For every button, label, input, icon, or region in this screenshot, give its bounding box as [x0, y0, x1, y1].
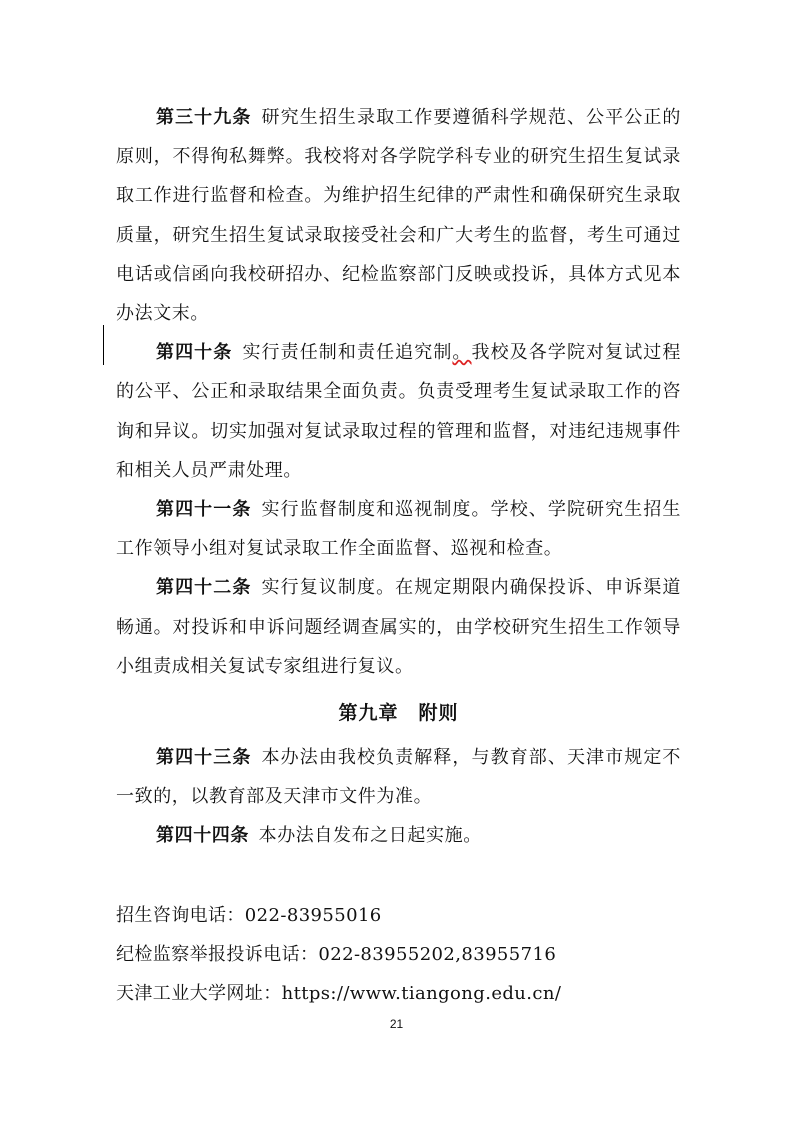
article-text: 本办法由我校负责解释，与教育部、天津市规定不一致的，以教育部及天津市文件为准。: [116, 747, 682, 808]
page-number: 21: [389, 1017, 404, 1031]
article-number: 第四十条: [156, 342, 233, 364]
article-39: [116, 98, 681, 333]
admission-phone: 招生咨询电话：022-83955016: [116, 904, 382, 926]
chapter-title: 第九章 附则: [338, 702, 459, 725]
discipline-phone: 纪检监察举报投诉电话：022-83955202,83955716: [116, 943, 557, 965]
article-text: 我校及各学院对复试过程的公平、公正和录取结果全面负责。负责受理考生复试录取工作的咨询和异议。切实加强对复试录取过程的管理和监督，对违纪违规事件和相关人员严肃处理。: [116, 342, 681, 481]
article-number: 第三十九条: [156, 107, 252, 128]
contact-info: [116, 896, 681, 1013]
article-42: [116, 568, 681, 686]
article-number: 第四十二条: [156, 577, 252, 599]
article-text: 本办法自发布之日起实施。: [258, 825, 482, 847]
article-text: 实行责任制和责任追究制: [241, 342, 453, 364]
article-40: [116, 333, 681, 490]
article-text: 研究生招生录取工作要遵循科学规范、公平公正的原则，不得徇私舞弊。我校将对各学院学科专业的研究生招生复试录取工作进行监督和检查。为维护招生纪律的严肃性和确保研究生录取质量，研究生招生复试录取接受社会和广大考生的监督，考生可通过电话或信函向我校研招办、纪检监察部门反映或投诉，具体方式见本办法文末。: [116, 107, 682, 325]
text-cursor: [103, 325, 104, 365]
article-number: 第四十一条: [156, 499, 252, 521]
document-body: [116, 98, 681, 1013]
article-text: 实行复议制度。在规定期限内确保投诉、申诉渠道畅通。对投诉和申诉问题经调查属实的，由学校研究生招生工作领导小组责成相关复试专家组进行复议。: [116, 577, 682, 677]
university-website: 天津工业大学网址：https://www.tiangong.edu.cn/: [116, 982, 562, 1004]
spellcheck-mark: 。: [452, 342, 472, 364]
article-44: [116, 816, 681, 855]
article-number: 第四十三条: [156, 747, 252, 769]
article-43: [116, 738, 681, 816]
article-text: 实行监督制度和巡视制度。学校、学院研究生招生工作领导小组对复试录取工作全面监督、巡视和检查。: [116, 499, 682, 560]
article-41: [116, 490, 681, 568]
article-number: 第四十四条: [156, 825, 249, 847]
